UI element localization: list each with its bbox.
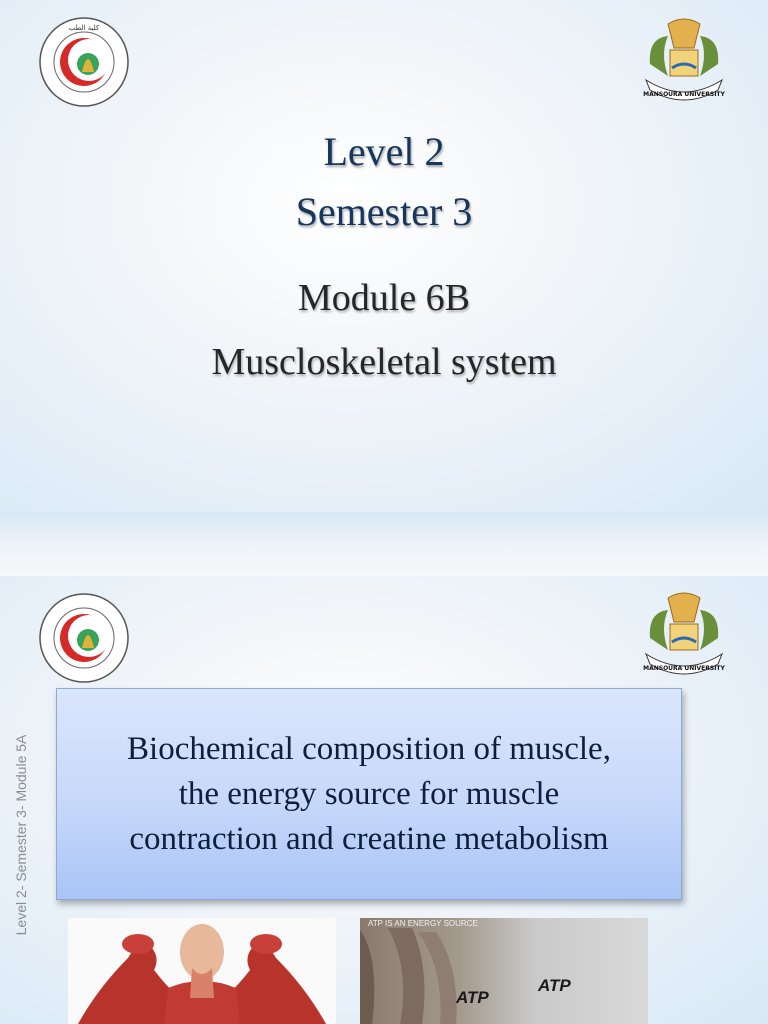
svg-text:MANSOURA UNIVERSITY: MANSOURA UNIVERSITY (643, 665, 725, 672)
vertical-course-label-text: Level 2- Semester 3- Module 5A (13, 734, 29, 936)
muscular-figure-illustration (68, 918, 336, 1024)
mansoura-university-logo (638, 588, 730, 680)
muscle-anatomy-image (68, 918, 336, 1024)
atp-muscle-illustration (360, 918, 648, 1024)
atp-label-2: ATP (538, 976, 571, 995)
lecture-title-line-1: Biochemical composition of muscle, (127, 730, 611, 767)
mansoura-university-logo (638, 14, 730, 106)
atp-label-1: ATP (456, 988, 489, 1007)
lecture-title-line-3: contraction and creatine metabolism (129, 820, 609, 857)
title-semester: Semester 3 (295, 189, 473, 234)
title-level: Level 2 (323, 129, 445, 174)
slide-gap (0, 512, 768, 576)
svg-text:MANSOURA UNIVERSITY: MANSOURA UNIVERSITY (643, 91, 725, 98)
lecture-title-line-2: the energy source for muscle (178, 775, 560, 812)
lecture-title (69, 727, 669, 862)
atp-energy-image (360, 918, 648, 1024)
vertical-course-label (4, 676, 38, 994)
lecture-title-box (56, 688, 682, 900)
slide-2 (0, 576, 768, 1024)
subtitle-system: Muscloskeletal system (211, 341, 557, 383)
faculty-of-medicine-logo (38, 16, 130, 108)
atp-image-caption: ATP IS AN ENERGY SOURCE (368, 919, 478, 928)
faculty-of-medicine-logo (38, 592, 130, 684)
svg-text:كلية الطب: كلية الطب (68, 24, 100, 32)
subtitle-module: Module 6B (297, 277, 471, 319)
